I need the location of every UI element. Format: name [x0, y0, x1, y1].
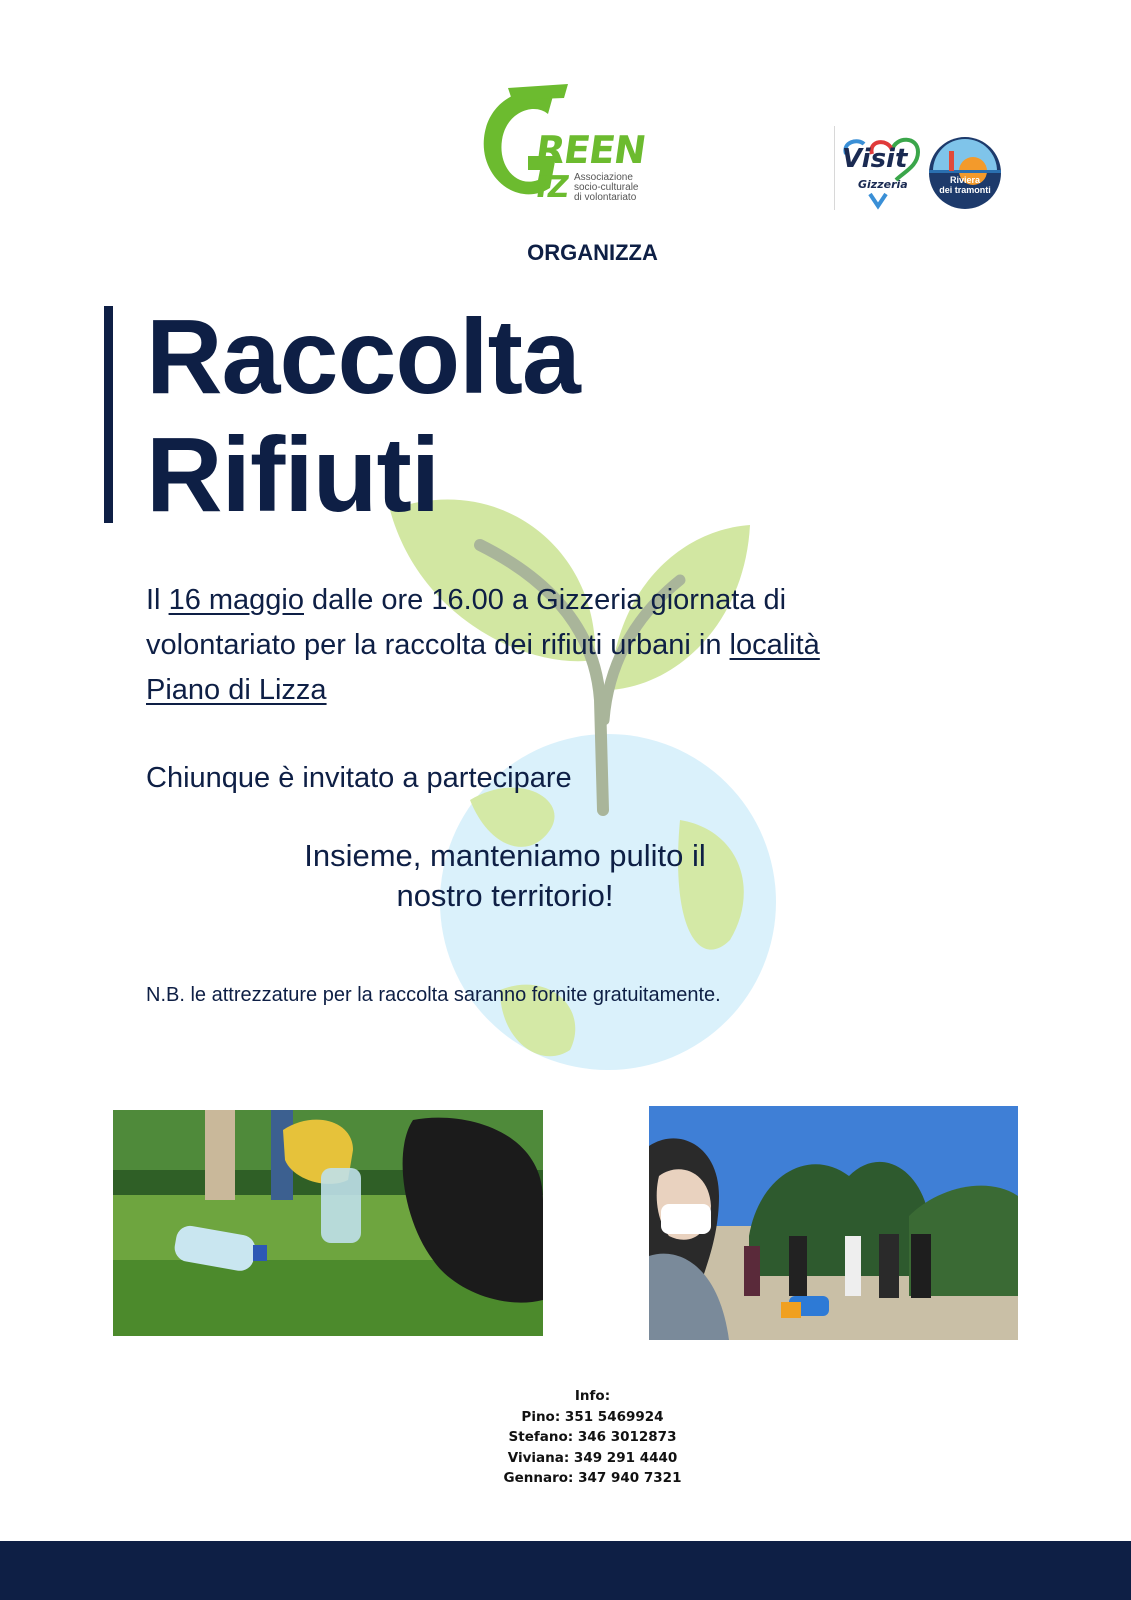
visit-gizzeria-logo [838, 132, 924, 212]
green-giz-logo [478, 78, 678, 218]
gizzeria-word: Gizzeria [858, 178, 908, 191]
contact-info [480, 1386, 705, 1489]
green-logo-tagline: Associazione socio-culturale di volontariato [574, 172, 639, 203]
contact-gennaro: Gennaro: 347 940 7321 [503, 1470, 682, 1486]
footer-bar [0, 1541, 1131, 1600]
title-line-1: Raccolta [146, 298, 580, 416]
logo-divider [834, 126, 835, 210]
location-link[interactable]: località Piano di Lizza [146, 629, 820, 706]
title-accent-bar [104, 306, 113, 523]
riviera-line2: dei tramonti [939, 185, 991, 195]
photo-volunteers-group [649, 1106, 1018, 1340]
riviera-line1: Riviera [949, 175, 981, 185]
organizza-label: ORGANIZZA [527, 240, 658, 265]
sunset-icon [929, 137, 1001, 209]
contact-stefano: Stefano: 346 3012873 [508, 1429, 677, 1445]
contact-viviana: Viviana: 349 291 4440 [507, 1449, 678, 1466]
riviera-dei-tramonti-logo [929, 137, 1001, 209]
slogan: Insieme, manteniamo pulito il nostro territorio! [304, 838, 706, 913]
contact-pino: Pino: 351 5469924 [521, 1408, 664, 1425]
title-line-2: Rifiuti [146, 416, 440, 534]
event-description: Il 16 maggio dalle ore 16.00 a Gizzeria giornata di volontariato per la raccolta dei rifiuti urbani in località Piano di Lizza [146, 584, 820, 706]
green-logo-iz: IZ [533, 170, 572, 205]
green-logo-reen: REEN [532, 128, 649, 172]
info-label: Info: [574, 1388, 611, 1404]
invite-text: Chiunque è invitato a partecipare [146, 762, 572, 794]
date-link[interactable]: 16 maggio [168, 584, 304, 616]
visit-word: Visit [842, 144, 908, 174]
note-text: N.B. le attrezzature per la raccolta saranno fornite gratuitamente. [146, 984, 721, 1006]
page-title [146, 298, 580, 534]
photo-bottles-on-grass [113, 1110, 543, 1336]
